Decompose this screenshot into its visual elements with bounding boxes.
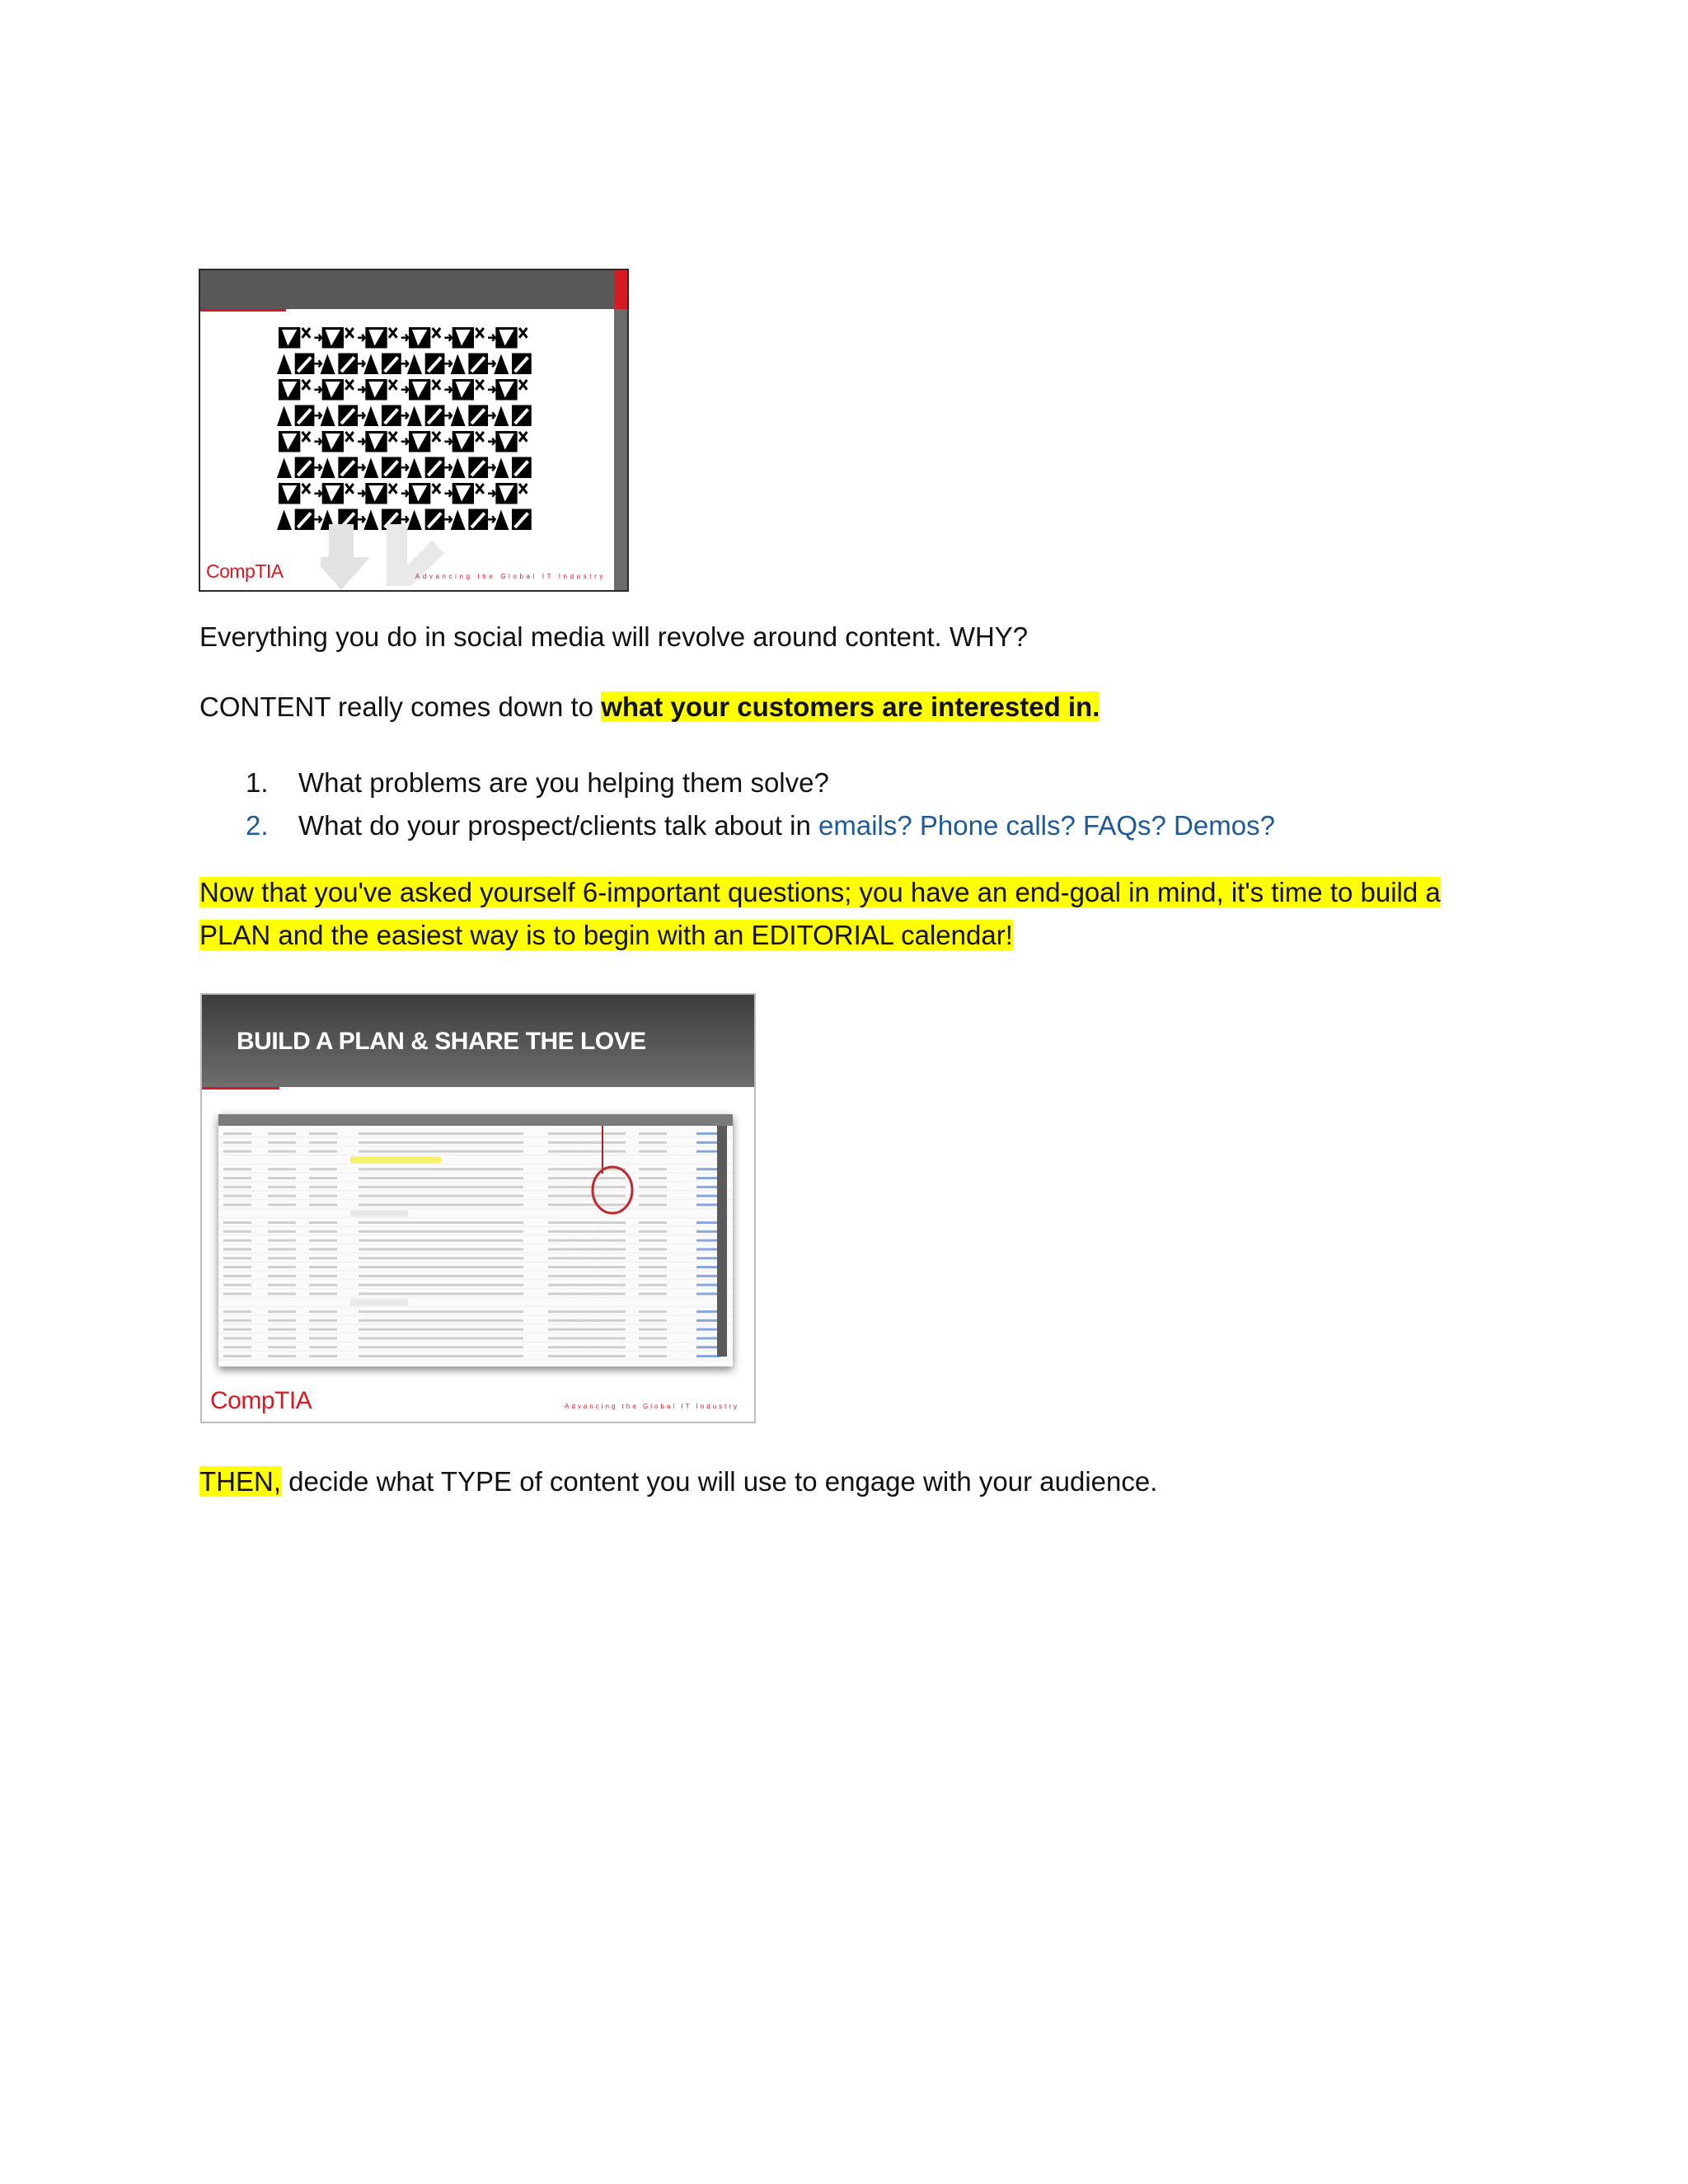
- intro-line: Everything you do in social media will revolve around content. WHY?: [199, 621, 1029, 652]
- slide-image-content: [199, 269, 629, 592]
- list-text: What problems are you helping them solve?: [298, 767, 829, 798]
- closing-highlight: THEN,: [199, 1466, 281, 1497]
- slide-header-bar: [200, 270, 627, 309]
- slide-red-tab: [614, 270, 627, 309]
- slide-image-plan: [200, 993, 756, 1423]
- comptia-logo: CompTIA: [210, 1387, 312, 1414]
- list-number: 1.: [246, 767, 269, 798]
- content-line-highlight: what your customers are interested in.: [601, 691, 1100, 722]
- list-text-prefix: What do your prospect/clients talk about in: [298, 810, 818, 841]
- slide-red-accent: [200, 309, 286, 312]
- comptia-logo: CompTIA: [206, 560, 284, 582]
- slide-tagline: Advancing the Global IT Industry: [415, 573, 606, 580]
- slide-side-bar: [614, 309, 627, 590]
- slide-title: BUILD A PLAN & SHARE THE LOVE: [237, 1028, 646, 1055]
- list-number: 2.: [246, 810, 269, 841]
- slide-red-accent: [202, 1087, 279, 1090]
- closing-rest: decide what TYPE of content you will use to engage with your audience.: [281, 1466, 1158, 1497]
- list-text: [298, 804, 1275, 847]
- content-arrows-pattern-icon: [275, 325, 536, 532]
- list-text-link: emails? Phone calls? FAQs? Demos?: [818, 810, 1275, 841]
- plan-paragraph-text: Now that you've asked yourself 6-important questions; you have an end-goal in mind, it's time to build a PLAN and the easiest way is to begin with an EDITORIAL calendar!: [199, 877, 1441, 950]
- plan-paragraph: [199, 871, 1485, 957]
- ghost-arrow-icon: [321, 524, 444, 590]
- slide-tagline: Advancing the Global IT Industry: [565, 1403, 739, 1410]
- closing-line: [199, 1460, 1157, 1503]
- content-line-prefix: CONTENT really comes down to: [199, 691, 602, 722]
- editorial-calendar-screenshot-icon: [218, 1114, 733, 1366]
- content-line: [199, 686, 1100, 729]
